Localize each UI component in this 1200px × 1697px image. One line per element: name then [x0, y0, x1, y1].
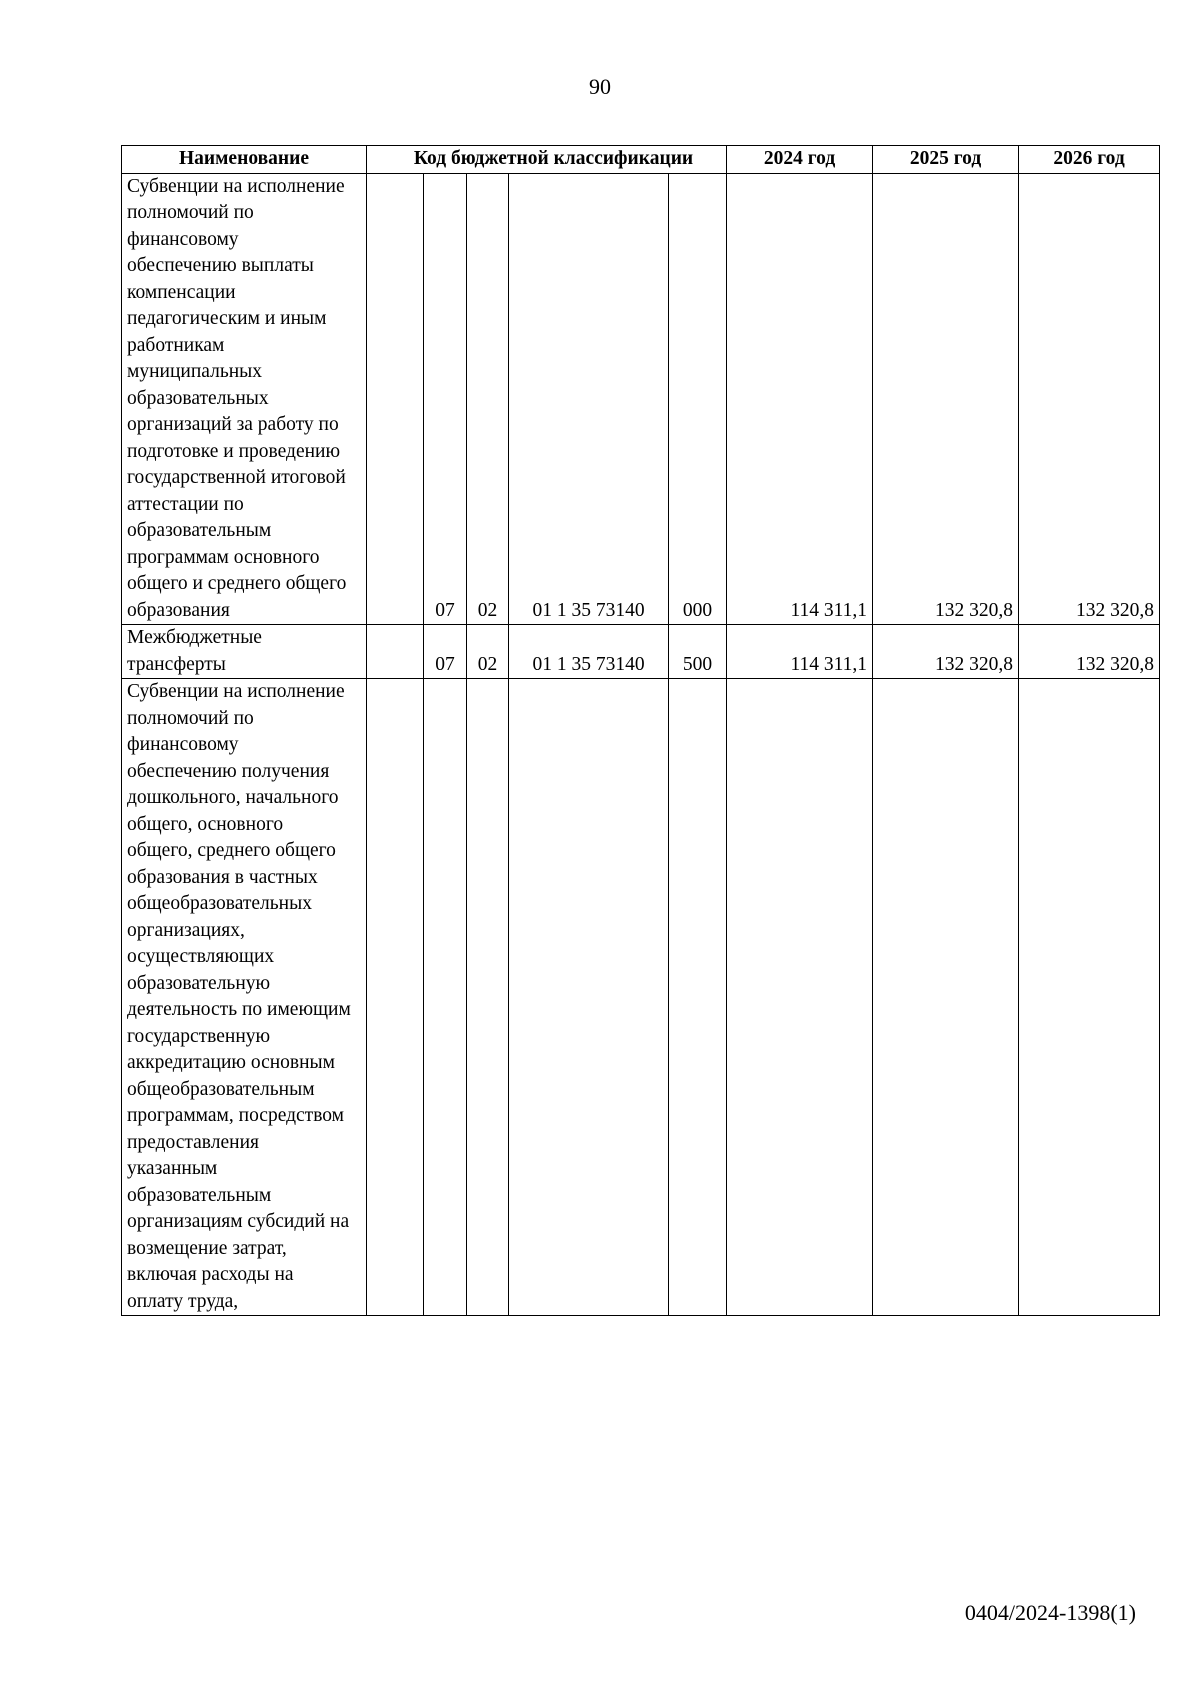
cell-2024: 114 311,1 — [727, 173, 873, 625]
cell-expense-type — [669, 679, 727, 1316]
cell-target-article: 01 1 35 73140 — [509, 625, 669, 679]
row-name-text: Субвенции на исполнение полномочий по финансовому обеспечению получения дошкольного, начального общего, основного общего, среднего общего образования в частных общеобразовательных организациях, осуществляющих образовательную деятельность по имеющим государственную аккредитацию основным общеобразовательным программам, посредством предоставления указанным образовательным организациям субсидий на возмещение затрат, включая расходы на оплату труда, — [127, 681, 351, 1312]
cell-subsection — [467, 679, 509, 1316]
header-2025: 2025 год — [873, 146, 1019, 174]
header-2026: 2026 год — [1019, 146, 1160, 174]
page-number: 90 — [589, 74, 611, 99]
header-2024: 2024 год — [727, 146, 873, 174]
table-row — [122, 679, 1160, 1316]
cell-target-article: 01 1 35 73140 — [509, 173, 669, 625]
cell-2026 — [1019, 679, 1160, 1316]
cell-target-article — [509, 679, 669, 1316]
cell-2025: 132 320,8 — [873, 625, 1019, 679]
cell-2024 — [727, 679, 873, 1316]
budget-table — [121, 145, 1160, 1316]
header-budget-code: Код бюджетной классификации — [367, 146, 727, 174]
cell-section: 07 — [424, 625, 467, 679]
row-name — [122, 679, 367, 1316]
cell-expense-type: 000 — [669, 173, 727, 625]
row-name-text: Субвенции на исполнение полномочий по финансовому обеспечению выплаты компенсации педагогическим и иным работникам муниципальных образовательных организаций за работу по подготовке и проведению государственной итоговой аттестации по образовательным программам основного общего и среднего общего образования — [127, 175, 347, 621]
cell-subsection: 02 — [467, 173, 509, 625]
cell-2024: 114 311,1 — [727, 625, 873, 679]
table-header-row — [122, 146, 1160, 174]
cell-2026: 132 320,8 — [1019, 173, 1160, 625]
cell-2025 — [873, 679, 1019, 1316]
cell-section: 07 — [424, 173, 467, 625]
cell-section — [424, 679, 467, 1316]
header-name: Наименование — [122, 146, 367, 174]
table-row — [122, 173, 1160, 625]
cell-2025: 132 320,8 — [873, 173, 1019, 625]
row-name — [122, 625, 367, 679]
cell-grbs — [367, 679, 424, 1316]
cell-grbs — [367, 173, 424, 625]
row-name-text: Межбюджетные трансферты — [127, 627, 262, 675]
cell-grbs — [367, 625, 424, 679]
cell-subsection: 02 — [467, 625, 509, 679]
cell-expense-type: 500 — [669, 625, 727, 679]
table-row — [122, 625, 1160, 679]
row-name — [122, 173, 367, 625]
document-registration-code: 0404/2024-1398(1) — [964, 1600, 1136, 1625]
cell-2026: 132 320,8 — [1019, 625, 1160, 679]
